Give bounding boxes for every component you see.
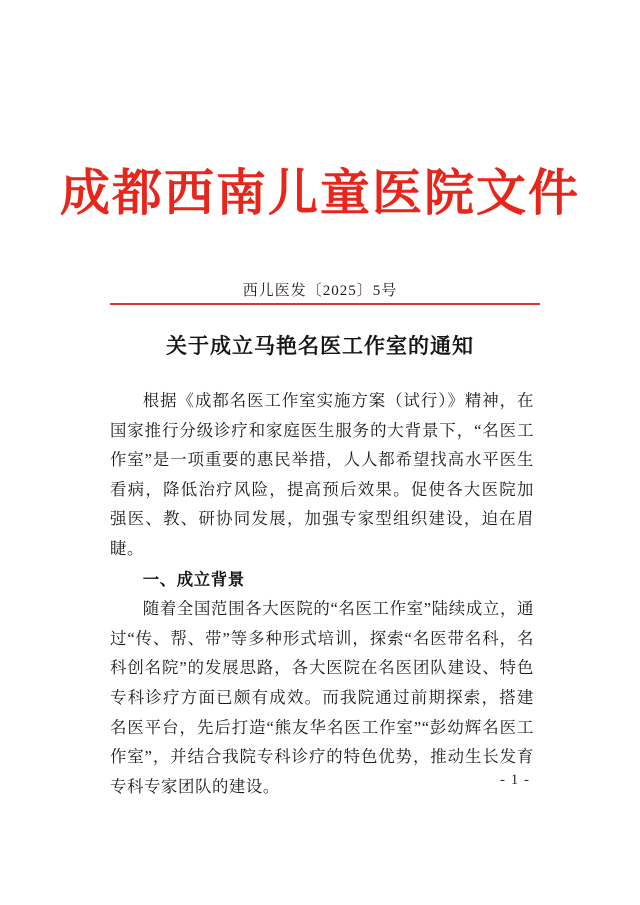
- section-heading-background: 一、成立背景: [142, 569, 245, 589]
- document-title: 关于成立马艳名医工作室的通知: [166, 334, 474, 358]
- letterhead-title: 成都西南儿童医院文件: [60, 163, 580, 222]
- document-body: [110, 386, 534, 802]
- document-serial-number: 西儿医发〔2025〕5号: [242, 283, 398, 299]
- body-paragraph: 根据《成都名医工作室实施方案（试行）》精神，在国家推行分级诊疗和家庭医生服务的大背景下，“名医工作室”是一项重要的惠民举措，人人都希望找高水平医生看病，降低治疗风险，提高预后效果。促使各大医院加强医、教、研协同发展，加强专家型组织建设，迫在眉睫。: [110, 391, 534, 558]
- body-paragraph: 随着全国范围各大医院的“名医工作室”陆续成立，通过“传、帮、带”等多种形式培训，探索“名医带名科，名科创名院”的发展思路，各大医院在名医团队建设、特色专科诊疗方面已颇有成效。而我院通过前期探索，搭建名医平台，先后打造“熊友华名医工作室”“彭幼辉名医工作室”，并结合我院专科诊疗的特色优势，推动生长发育专科专家团队的建设。: [110, 599, 534, 796]
- letterhead-masthead: [0, 163, 640, 222]
- footer-page-number: [0, 772, 640, 789]
- red-separator-rule: [110, 303, 540, 305]
- page-number-value: - 1 -: [500, 772, 530, 788]
